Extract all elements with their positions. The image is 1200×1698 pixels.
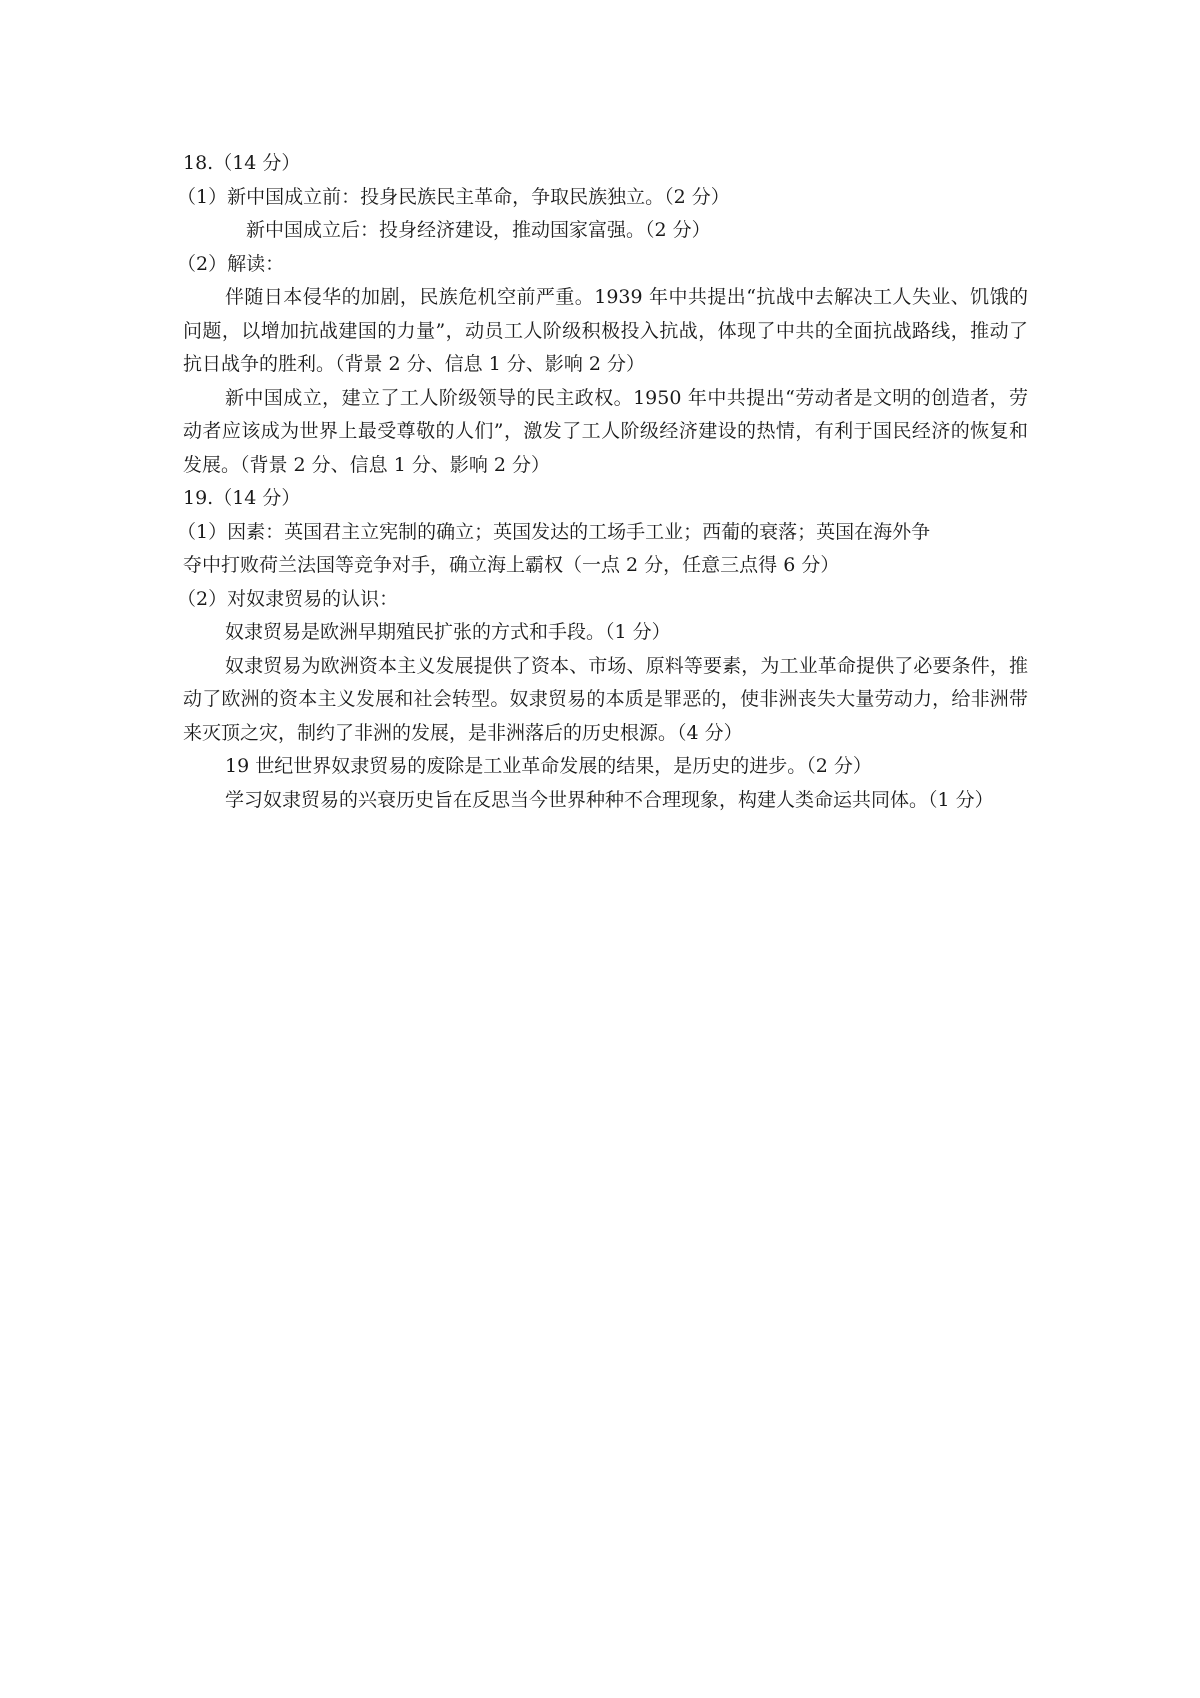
q18-part2-paragraph-1950: 新中国成立，建立了工人阶级领导的民主政权。1950 年中共提出“劳动者是文明的创造者，劳动者应该成为世界上最受尊敬的人们”，激发了工人阶级经济建设的热情，有利于国民经济的恢复和发展。（背景 2 分、信息 1 分、影响 2 分） (183, 386, 1028, 476)
q19-part2-paragraph-1: 奴隶贸易是欧洲早期殖民扩张的方式和手段。（1 分） (225, 621, 671, 643)
q19-part2-paragraph-2: 奴隶贸易为欧洲资本主义发展提供了资本、市场、原料等要素，为工业革命提供了必要条件，推动了欧洲的资本主义发展和社会转型。奴隶贸易的本质是罪恶的，使非洲丧失大量劳动力，给非洲带来灭顶之灾，制约了非洲的发展，是非洲落后的历史根源。（4 分） (183, 654, 1028, 744)
q18-part2-label: （2）解读： (177, 252, 285, 275)
q19-part2-paragraph-3: 19 世纪世界奴隶贸易的废除是工业革命发展的结果，是历史的进步。（2 分） (225, 755, 872, 777)
question-18-title: 18.（14 分） (183, 152, 301, 174)
q19-part1-line-2: 夺中打败荷兰法国等竞争对手，确立海上霸权（一点 2 分，任意三点得 6 分） (183, 554, 840, 576)
question-19-title: 19.（14 分） (183, 487, 301, 509)
answer-content (177, 147, 1028, 817)
q19-part1-line-1: （1）因素：英国君主立宪制的确立；英国发达的工场手工业；西葡的衰落；英国在海外争 (177, 520, 931, 543)
q19-part2-label: （2）对奴隶贸易的认识： (177, 587, 399, 610)
q19-part2-paragraph-4: 学习奴隶贸易的兴衰历史旨在反思当今世界种种不合理现象，构建人类命运共同体。（1 分） (225, 788, 994, 811)
q18-part2-paragraph-1939: 伴随日本侵华的加剧，民族危机空前严重。1939 年中共提出“抗战中去解决工人失业、饥饿的问题，以增加抗战建国的力量”，动员工人阶级积极投入抗战，体现了中共的全面抗战路线，推动了抗日战争的胜利。（背景 2 分、信息 1 分、影响 2 分） (183, 286, 1028, 375)
question-19 (177, 482, 1028, 817)
q18-part1-before-founding: （1）新中国成立前：投身民族民主革命，争取民族独立。（2 分） (177, 185, 730, 208)
question-18 (177, 147, 1028, 482)
q18-part1-after-founding: 新中国成立后：投身经济建设，推动国家富强。（2 分） (246, 219, 711, 241)
